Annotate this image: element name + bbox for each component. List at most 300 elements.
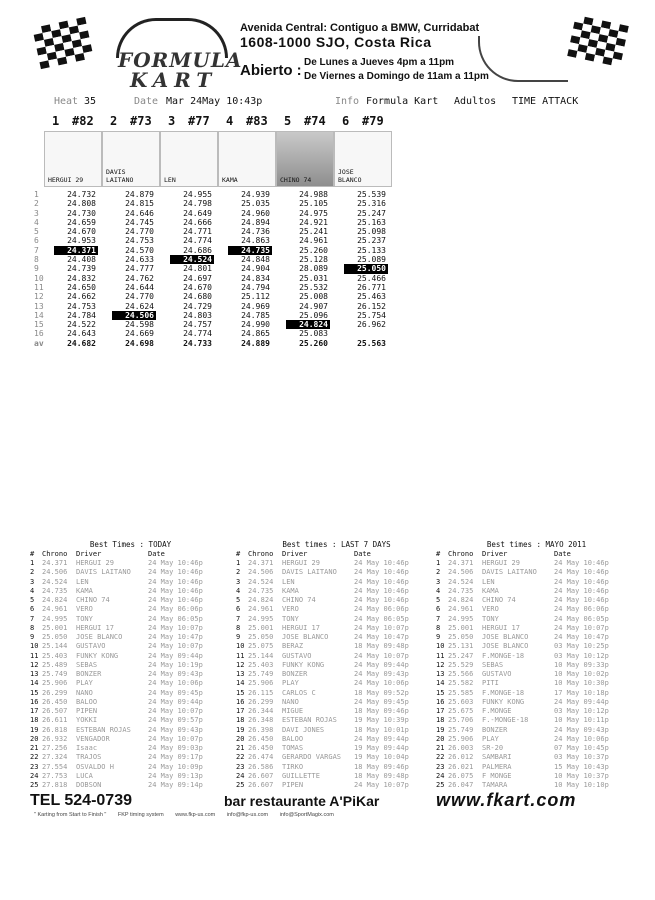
lap-time: 25.260 [299, 338, 328, 348]
column-header: # [30, 550, 35, 558]
driver-name: SAMBARI [482, 753, 512, 762]
lap-number: 5 [34, 227, 39, 237]
date: 10 May 10:11p [554, 716, 609, 725]
rank: 23 [236, 762, 245, 771]
lap-time: 24.644 [125, 282, 154, 292]
address-line-2: 1608-1000 SJO, Costa Rica [240, 34, 432, 50]
lap-time: 24.960 [241, 208, 270, 218]
lap-time: 24.670 [67, 227, 96, 237]
formula-kart-logo [108, 18, 243, 92]
driver-name: FUNKY KONG [282, 660, 325, 669]
driver-name: DAVIS LAITANO [282, 568, 337, 577]
best-time-row [434, 624, 639, 633]
heat-number: 35 [84, 96, 97, 107]
best-times-title: Best times : MAYO 2011 [486, 540, 587, 549]
lap-time: 24.770 [125, 292, 154, 302]
rank: 24 [436, 771, 445, 780]
best-time-row [28, 763, 233, 772]
date: 24 May 10:47p [554, 633, 609, 641]
driver-name: HERGUI 29 [76, 559, 114, 567]
date: 10 May 09:33p [554, 660, 609, 669]
chrono-time: 26.450 [248, 744, 274, 752]
chrono-time: 26.607 [248, 771, 274, 780]
lap-time: 24.739 [67, 264, 96, 274]
rank: 11 [436, 651, 445, 660]
driver-name: HERGUI 29 [48, 176, 84, 184]
lap-time: 24.969 [241, 301, 270, 311]
date: 24 May 09:44p [148, 697, 203, 706]
best-times-title: Best times : LAST 7 DAYS [282, 540, 391, 549]
lap-time: 24.770 [125, 227, 154, 237]
chrono-time: 25.403 [42, 651, 68, 660]
best-time-row [28, 707, 233, 716]
rank: 18 [236, 716, 245, 725]
position-number: 2 [110, 114, 118, 128]
lap-number: av [34, 338, 44, 348]
driver-name: BONZER [482, 725, 508, 734]
date: 24 May 10:06p [148, 679, 203, 688]
hours-weekdays: De Lunes a Jueves 4pm a 11pm [304, 57, 455, 68]
driver-name: YOKKI [76, 716, 98, 725]
chrono-time: 24.371 [248, 559, 274, 567]
best-time-row [28, 587, 233, 596]
date: 03 May 10:25p [554, 642, 609, 651]
chrono-time: 25.247 [448, 651, 474, 660]
best-time-row [434, 679, 639, 688]
hours-weekend: De Viernes a Domingo de 11am a 11pm [304, 71, 489, 82]
lap-time: 24.961 [299, 236, 328, 246]
chrono-time: 25.144 [248, 651, 274, 660]
lap-number: 6 [34, 236, 39, 246]
rank: 19 [436, 725, 445, 734]
rank: 12 [236, 660, 245, 669]
lap-row [34, 236, 394, 245]
driver-name: PLAY [482, 734, 499, 743]
chrono-time: 24.524 [42, 577, 68, 586]
date: 24 May 09:44p [554, 697, 609, 706]
date: 24 May 09:17p [148, 753, 203, 762]
rank: 21 [436, 744, 445, 752]
best-times-month [434, 540, 639, 790]
lap-number: 4 [34, 217, 39, 227]
rank: 12 [30, 660, 39, 669]
date: 24 May 10:46p [554, 577, 609, 586]
chrono-time: 24.824 [42, 596, 68, 604]
lap-number: 10 [34, 273, 44, 283]
chrono-time: 26.932 [42, 734, 68, 743]
date: 24 May 10:46p [554, 586, 609, 595]
chrono-time: 25.489 [42, 660, 68, 669]
lap-number: 8 [34, 255, 39, 265]
date: 24 May 09:45p [148, 688, 203, 697]
date: 24 May 09:43p [148, 670, 203, 678]
rank: 4 [436, 586, 441, 595]
lap-time: 24.745 [125, 217, 154, 227]
chrono-time: 24.995 [42, 614, 68, 623]
rank: 8 [30, 623, 35, 632]
chrono-time: 26.299 [248, 697, 274, 706]
chrono-time: 24.506 [448, 568, 474, 577]
timing-system: FKP timing system [117, 812, 164, 818]
rank: 14 [236, 679, 245, 688]
rank: 20 [30, 734, 39, 743]
driver-name: VENGADOR [76, 734, 110, 743]
driver-name: BONZER [282, 670, 308, 678]
date: 24 May 10:46p [354, 586, 409, 595]
column-header: Date [148, 550, 165, 558]
rank: 1 [436, 559, 441, 567]
driver-photo [160, 131, 218, 187]
rank: 18 [436, 716, 445, 725]
best-time-row [234, 772, 439, 781]
position-number: 3 [168, 114, 176, 128]
lap-time: 24.598 [125, 320, 154, 330]
chrono-time: 24.961 [448, 605, 474, 614]
lap-time: 24.730 [67, 208, 96, 218]
date: 24 May 10:07p [148, 623, 203, 632]
lap-time: 24.988 [299, 190, 328, 199]
lap-time: 24.662 [67, 292, 96, 302]
chrono-time: 26.398 [248, 725, 274, 734]
website-link[interactable]: www.fkart.com [436, 790, 577, 810]
lap-time: 24.774 [183, 329, 212, 339]
chrono-time: 26.818 [42, 725, 68, 734]
open-label: Abierto : [240, 62, 302, 79]
driver-name: F.MONGE-18 [482, 651, 525, 660]
chrono-time: 25.001 [448, 623, 474, 632]
best-time-row [234, 578, 439, 587]
best-time-row [234, 633, 439, 642]
date: 10 May 10:02p [554, 670, 609, 678]
chrono-time: 25.144 [42, 642, 68, 651]
lap-time: 25.463 [357, 292, 386, 302]
best-time-row [28, 689, 233, 698]
driver-name: DAVIS LAITANO [106, 168, 134, 184]
lap-time: 24.865 [241, 329, 270, 339]
lap-number: 3 [34, 208, 39, 218]
rank: 22 [236, 753, 245, 762]
driver-name: TONY [482, 614, 499, 623]
best-time-row [434, 763, 639, 772]
best-time-row [234, 744, 439, 753]
lap-time: 24.646 [125, 208, 154, 218]
rank: 20 [236, 734, 245, 743]
driver-name: NANO [76, 688, 93, 697]
chrono-time: 26.450 [42, 697, 68, 706]
rank: 17 [436, 707, 445, 715]
driver-name: TONY [282, 614, 299, 623]
best-time-row [234, 587, 439, 596]
lap-time: 24.733 [183, 338, 212, 348]
lap-time: 24.803 [183, 310, 212, 320]
date: 24 May 10:07p [148, 707, 203, 715]
column-header: Date [554, 550, 571, 558]
lap-time: 24.921 [299, 217, 328, 227]
date: 19 May 10:04p [354, 753, 409, 762]
lap-time: 25.128 [299, 255, 328, 265]
date: 07 May 10:45p [554, 744, 609, 752]
rank: 9 [30, 633, 35, 641]
lap-time: 24.753 [67, 301, 96, 311]
lap-time: 24.879 [125, 190, 154, 199]
driver-name: LUCA [76, 771, 93, 780]
column-header: Date [354, 550, 371, 558]
lap-time: 24.904 [241, 264, 270, 274]
date: 17 May 10:18p [554, 688, 609, 697]
date: 24 May 10:07p [148, 734, 203, 743]
lap-time: 25.096 [299, 310, 328, 320]
driver-name: JOSE BLANCO [338, 168, 362, 184]
lap-time: 28.089 [299, 264, 328, 274]
chrono-time: 24.995 [248, 614, 274, 623]
best-time-row [434, 753, 639, 762]
best-time-row [434, 596, 639, 605]
lap-time: 24.633 [125, 255, 154, 265]
best-time-row [234, 726, 439, 735]
driver-name: BALOO [76, 697, 98, 706]
chrono-time: 26.474 [248, 753, 274, 762]
best-times-today [28, 540, 233, 790]
lap-time: 24.698 [125, 338, 154, 348]
driver-name: JOSE BLANCO [282, 633, 329, 641]
kart-number: #79 [362, 114, 384, 128]
driver-name: PALMERA [482, 762, 512, 771]
best-time-row [28, 568, 233, 577]
chrono-time: 25.906 [248, 679, 274, 688]
best-time-row [434, 568, 639, 577]
rank: 1 [236, 559, 241, 567]
date: 03 May 10:37p [554, 753, 609, 762]
lap-time: 24.650 [67, 282, 96, 292]
best-times-last-7-days [234, 540, 439, 790]
lap-time: 24.975 [299, 208, 328, 218]
date: 24 May 10:19p [148, 660, 203, 669]
driver-name: VERO [282, 605, 299, 614]
rank: 10 [30, 642, 39, 651]
driver-name: Isaac [76, 744, 98, 752]
best-time-row [234, 763, 439, 772]
driver-name: HERGUI 17 [482, 623, 520, 632]
chrono-time: 25.050 [248, 633, 274, 641]
kart-number: #74 [304, 114, 326, 128]
position-number: 1 [52, 114, 60, 128]
best-time-row [434, 670, 639, 679]
lap-time: 24.408 [67, 255, 96, 265]
lap-times-table [34, 190, 394, 348]
driver-name: KAMA [482, 586, 499, 595]
best-time-row [434, 652, 639, 661]
lap-time: 25.089 [357, 255, 386, 265]
lap-row [34, 320, 394, 329]
lap-time: 24.735 [228, 246, 272, 255]
rank: 17 [236, 707, 245, 715]
chrono-time: 24.506 [248, 568, 274, 577]
date: 24 May 10:46p [554, 596, 609, 604]
rank: 2 [436, 568, 441, 577]
date: 24 May 06:05p [554, 614, 609, 623]
driver-name: PIPEN [282, 781, 304, 789]
timing-website: www.fkp-us.com [175, 812, 216, 818]
date: 18 May 09:48p [354, 771, 409, 780]
column-header: Driver [482, 550, 508, 558]
rank: 7 [30, 614, 35, 623]
date: 24 May 09:43p [354, 670, 409, 678]
driver-name: LEN [164, 176, 176, 184]
lap-row [34, 274, 394, 283]
date: 24 May 09:44p [354, 660, 409, 669]
rank: 13 [30, 670, 39, 678]
rank: 1 [30, 559, 35, 567]
rank: 8 [436, 623, 441, 632]
lap-time: 24.757 [183, 320, 212, 330]
date: 24 May 09:45p [354, 697, 409, 706]
driver-name: VERO [76, 605, 93, 614]
date: 24 May 09:44p [148, 651, 203, 660]
lap-time: 25.050 [344, 264, 388, 273]
driver-name: F.MONGE-18 [482, 688, 525, 697]
chrono-time: 24.371 [42, 559, 68, 567]
date: 24 May 10:46p [148, 596, 203, 604]
date: 24 May 06:06p [148, 605, 203, 614]
lap-time: 24.777 [125, 264, 154, 274]
chrono-time: 27.554 [42, 762, 68, 771]
rank: 16 [436, 697, 445, 706]
lap-row [34, 199, 394, 208]
driver-name: LEN [482, 577, 495, 586]
best-time-row [434, 661, 639, 670]
lap-time: 25.031 [299, 273, 328, 283]
rank: 16 [236, 697, 245, 706]
lap-time: 25.105 [299, 199, 328, 209]
chrono-time: 25.585 [448, 688, 474, 697]
date: 24 May 09:03p [148, 744, 203, 752]
chrono-time: 24.524 [248, 577, 274, 586]
driver-name: OSVALDO H [76, 762, 114, 771]
rank: 12 [436, 660, 445, 669]
best-time-row [28, 670, 233, 679]
best-time-row [28, 596, 233, 605]
lap-time: 24.570 [125, 245, 154, 255]
chrono-time: 26.021 [448, 762, 474, 771]
date: 10 May 10:37p [554, 771, 609, 780]
best-time-row [234, 559, 439, 568]
driver-name: F.MONGE [482, 707, 512, 715]
driver-name: BALOO [282, 734, 304, 743]
lap-time: 24.798 [183, 199, 212, 209]
driver-name: GUSTAVO [76, 642, 106, 651]
lap-time: 24.785 [241, 310, 270, 320]
chrono-time: 25.582 [448, 679, 474, 688]
best-time-row [28, 698, 233, 707]
lap-time: 24.774 [183, 236, 212, 246]
column-header: # [436, 550, 441, 558]
date: 24 May 10:06p [354, 679, 409, 688]
info-label: Info [335, 96, 360, 107]
rank: 5 [236, 596, 241, 604]
lap-time: 24.762 [125, 273, 154, 283]
driver-name: F.-MONGE-18 [482, 716, 529, 725]
best-time-row [434, 726, 639, 735]
best-time-row [434, 642, 639, 651]
chrono-time: 26.003 [448, 744, 474, 752]
lap-time: 25.247 [357, 208, 386, 218]
best-time-row [28, 615, 233, 624]
best-time-row [234, 707, 439, 716]
driver-name: BONZER [76, 670, 102, 678]
rank: 13 [436, 670, 445, 678]
chrono-time: 25.566 [448, 670, 474, 678]
lap-row [34, 255, 394, 264]
lap-time: 24.889 [241, 338, 270, 348]
chrono-time: 24.735 [42, 586, 68, 595]
date: 24 May 10:46p [554, 568, 609, 577]
lap-time: 25.539 [357, 190, 386, 199]
lap-time: 24.649 [183, 208, 212, 218]
date: 24 May 10:09p [148, 762, 203, 771]
driver-name: GUSTAVO [282, 651, 312, 660]
decorative-swoosh [478, 36, 568, 82]
driver-name: JOSE BLANCO [76, 633, 123, 641]
best-time-row [28, 578, 233, 587]
best-time-row [434, 744, 639, 753]
bar-restaurant: bar restaurante A'PiKar [224, 793, 380, 809]
rank: 14 [30, 679, 39, 688]
chrono-time: 26.450 [248, 734, 274, 743]
best-time-row [234, 689, 439, 698]
chrono-time: 25.403 [248, 660, 274, 669]
driver-name: TONY [76, 614, 93, 623]
driver-name: TIRKO [282, 762, 304, 771]
date: 18 May 10:01p [354, 725, 409, 734]
rank: 3 [236, 577, 241, 586]
best-time-row [434, 633, 639, 642]
best-time-row [234, 605, 439, 614]
chrono-time: 25.050 [42, 633, 68, 641]
date: 24 May 06:05p [148, 614, 203, 623]
driver-name: CHINO 74 [282, 596, 316, 604]
telephone: TEL 524-0739 [30, 792, 132, 809]
lap-number: 9 [34, 264, 39, 274]
best-time-row [28, 605, 233, 614]
lap-time: 25.083 [299, 329, 328, 339]
chrono-time: 25.603 [448, 697, 474, 706]
checkered-flag-icon [567, 15, 629, 67]
rank: 6 [436, 605, 441, 614]
best-time-row [434, 772, 639, 781]
driver-name: HERGUI 17 [282, 623, 320, 632]
date: 15 May 10:43p [554, 762, 609, 771]
lap-time: 24.848 [241, 255, 270, 265]
best-time-row [28, 642, 233, 651]
lap-time: 24.736 [241, 227, 270, 237]
rank: 5 [436, 596, 441, 604]
best-time-row [234, 698, 439, 707]
best-time-row [28, 679, 233, 688]
driver-name: KAMA [76, 586, 93, 595]
rank: 19 [236, 725, 245, 734]
rank: 3 [436, 577, 441, 586]
sportmagix-email: info@SportMagix.com [279, 812, 334, 818]
date: 24 May 10:46p [554, 559, 609, 567]
lap-time: 24.670 [183, 282, 212, 292]
position-number: 4 [226, 114, 234, 128]
lap-time: 24.522 [67, 320, 96, 330]
best-time-row [434, 587, 639, 596]
lap-row [34, 283, 394, 292]
kart-number: #83 [246, 114, 268, 128]
lap-time: 24.863 [241, 236, 270, 246]
chrono-time: 25.131 [448, 642, 474, 651]
